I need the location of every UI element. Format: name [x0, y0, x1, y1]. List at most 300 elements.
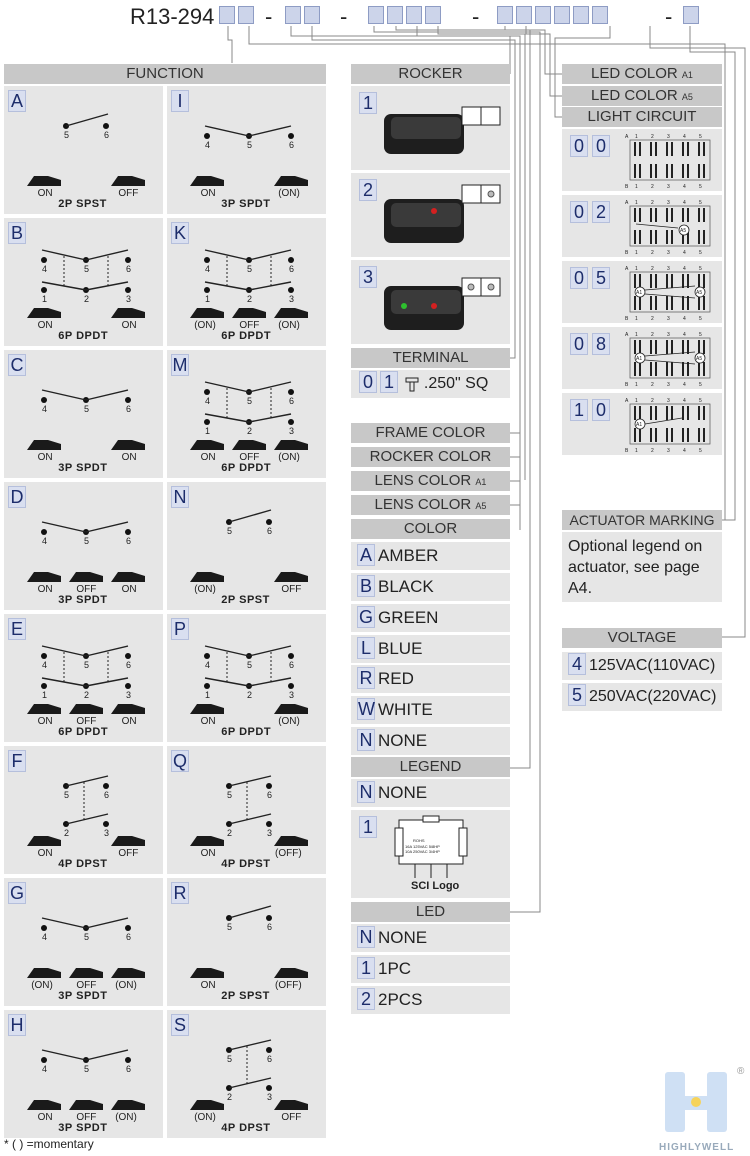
color-option-black[interactable]: B BLACK [351, 573, 510, 601]
pin-bar [639, 296, 641, 310]
state-label: ON [37, 716, 53, 727]
pin-label: 6 [267, 1054, 273, 1064]
switch-blade [42, 250, 86, 260]
function-option-h[interactable] [4, 1010, 163, 1138]
pin-bar [682, 296, 684, 310]
switch-schematic [4, 86, 163, 214]
pin-bar [671, 406, 673, 420]
switch-blade [86, 646, 128, 656]
terminal-pin [41, 529, 47, 535]
pin-label: 5 [227, 1054, 233, 1064]
pin-number: 5 [699, 134, 702, 140]
light-circuit-option-10[interactable] [562, 393, 722, 455]
function-letter: F [8, 750, 26, 772]
pin-bar [650, 340, 652, 354]
switch-blade [86, 918, 128, 928]
light-circuit-option-02[interactable] [562, 195, 722, 257]
function-option-g[interactable] [4, 878, 163, 1006]
terminal-pin [125, 1057, 131, 1063]
pin-bar [698, 362, 700, 376]
function-name: 6P DPDT [221, 330, 272, 342]
pin-number: 5 [699, 250, 702, 256]
function-name: 6P DPDT [58, 330, 109, 342]
state-label: ON [37, 320, 53, 331]
pin-bar [671, 230, 673, 244]
switch-schematic [167, 878, 326, 1006]
quick-connect-terminal-icon [405, 376, 419, 392]
led-option-1pc[interactable]: 1 1PC [351, 955, 510, 983]
pin-number: 2 [651, 398, 654, 404]
pin-label: 5 [84, 660, 90, 670]
color-option-white[interactable]: W WHITE [351, 696, 510, 724]
state-label: (ON) [31, 980, 53, 991]
terminal-pin [41, 925, 47, 931]
actuator-marking-note: Optional legend on actuator, see page A4. [562, 532, 722, 602]
code-dash-1: - [265, 4, 273, 29]
legend-logo-digit: 1 [359, 816, 377, 838]
circuit-diagram [622, 394, 722, 454]
light-circuit-option-05[interactable] [562, 261, 722, 323]
terminal-pin [266, 915, 272, 921]
rocker-icon [69, 968, 103, 978]
terminal-pin [288, 287, 294, 293]
function-letter: C [8, 354, 26, 376]
svg-text:ROHS: ROHS [413, 838, 425, 843]
rocker-option-2[interactable] [351, 173, 510, 257]
circuit-diagram [622, 196, 722, 256]
pin-label: 2 [227, 828, 233, 838]
switch-schematic [167, 218, 326, 346]
switch-blade [86, 282, 128, 290]
rocker-icon [190, 572, 224, 582]
rocker-icon [27, 704, 61, 714]
pin-label: 4 [42, 1064, 48, 1074]
pin-label: 6 [289, 660, 295, 670]
function-option-c[interactable] [4, 350, 163, 478]
pin-label: 5 [84, 536, 90, 546]
pin-bar [698, 230, 700, 244]
pin-bar [671, 164, 673, 178]
function-header: FUNCTION [4, 64, 326, 84]
function-option-b[interactable] [4, 218, 163, 346]
svg-text:16A 125VAC 5/8HP: 16A 125VAC 5/8HP [405, 844, 440, 849]
pin-number: 2 [651, 134, 654, 140]
switch-blade [86, 390, 128, 400]
pin-label: 3 [289, 426, 295, 436]
function-option-i[interactable] [167, 86, 326, 214]
pin-label: 1 [205, 426, 211, 436]
led-color-a5-header: LED COLOR A5 [562, 86, 722, 106]
rocker-icon [274, 1100, 308, 1110]
pin-number: 1 [635, 134, 638, 140]
rocker-icon [111, 968, 145, 978]
light-circuit-option-08[interactable] [562, 327, 722, 389]
row-b-label: B [625, 316, 629, 322]
pin-bar [671, 208, 673, 222]
pin-number: 2 [651, 250, 654, 256]
circuit-digit-1: 0 [570, 333, 588, 355]
pin-label: 6 [267, 526, 273, 536]
rocker-icon [190, 440, 224, 450]
function-name: 3P SPDT [58, 462, 108, 474]
rocker-digit-1: 1 [359, 92, 377, 114]
function-name: 4P DPST [221, 1122, 271, 1134]
pin-number: 2 [651, 382, 654, 388]
terminal-option[interactable] [351, 370, 510, 398]
pin-bar [655, 142, 657, 156]
pin-label: 6 [126, 660, 132, 670]
voltage-header: VOLTAGE [562, 628, 722, 648]
terminal-pin [266, 519, 272, 525]
pin-number: 1 [635, 184, 638, 190]
function-option-e[interactable] [4, 614, 163, 742]
pin-bar [634, 362, 636, 376]
pin-bar [698, 428, 700, 442]
terminal-pin [288, 419, 294, 425]
color-option-blue[interactable]: L BLUE [351, 635, 510, 663]
state-label: OFF [281, 1112, 302, 1123]
led-header: LED [351, 902, 510, 922]
terminal-pin [204, 389, 210, 395]
rocker-option-1[interactable] [351, 86, 510, 170]
function-name: 4P DPST [58, 858, 108, 870]
pin-label: 2 [247, 426, 253, 436]
pin-label: 4 [205, 396, 211, 406]
state-label: ON [37, 188, 53, 199]
pin-label: 6 [126, 404, 132, 414]
pin-bar [671, 362, 673, 376]
pin-bar [671, 428, 673, 442]
switch-schematic [167, 86, 326, 214]
state-label: ON [121, 452, 137, 463]
switch-blade [249, 414, 291, 422]
code-dash-2: - [340, 4, 348, 29]
pin-number: 2 [651, 184, 654, 190]
pin-bar [682, 142, 684, 156]
pin-label: 3 [289, 690, 295, 700]
pin-bar [655, 274, 657, 288]
function-option-p[interactable] [167, 614, 326, 742]
switch-schematic [4, 350, 163, 478]
function-option-f[interactable] [4, 746, 163, 874]
state-label: (OFF) [275, 848, 302, 859]
pin-bar [655, 406, 657, 420]
lamp-label: A1 [636, 422, 643, 428]
pin-bar [687, 142, 689, 156]
light-circuit-option-00[interactable] [562, 129, 722, 191]
pin-number: 2 [651, 200, 654, 206]
pin-label: 5 [227, 922, 233, 932]
circuit-digit-2: 0 [592, 399, 610, 421]
pin-label: 1 [42, 294, 48, 304]
terminal-digit-1: 0 [359, 371, 377, 393]
pin-bar [687, 208, 689, 222]
pin-label: 5 [247, 660, 253, 670]
rocker-1-image [379, 102, 509, 166]
function-letter: A [8, 90, 26, 112]
pin-number: 4 [683, 382, 686, 388]
light-circuit-header: LIGHT CIRCUIT [562, 107, 722, 127]
function-option-a[interactable] [4, 86, 163, 214]
circuit-digit-1: 0 [570, 201, 588, 223]
circuit-digit-1: 0 [570, 267, 588, 289]
pin-number: 5 [699, 200, 702, 206]
row-a-label: A [625, 134, 629, 140]
pin-bar [639, 164, 641, 178]
pin-bar [703, 274, 705, 288]
function-letter: E [8, 618, 26, 640]
frame-color-header: FRAME COLOR [351, 423, 510, 443]
pin-label: 6 [267, 790, 273, 800]
pin-number: 3 [667, 250, 670, 256]
terminal-pin [103, 821, 109, 827]
terminal-pin [204, 133, 210, 139]
pin-label: 5 [247, 264, 253, 274]
terminal-pin [266, 821, 272, 827]
switch-blade [205, 250, 249, 260]
pin-bar [687, 340, 689, 354]
function-name: 6P DPDT [221, 462, 272, 474]
rocker-icon [274, 176, 308, 186]
pin-number: 1 [635, 316, 638, 322]
state-label: ON [200, 848, 216, 859]
code-dash-3: - [472, 4, 480, 29]
function-option-r[interactable] [167, 878, 326, 1006]
switch-schematic [4, 482, 163, 610]
pin-bar [655, 230, 657, 244]
pin-number: 3 [667, 316, 670, 322]
terminal-pin [266, 783, 272, 789]
switch-blade [42, 646, 86, 656]
pin-label: 4 [205, 140, 211, 150]
switch-blade [86, 250, 128, 260]
function-name: 4P DPST [221, 858, 271, 870]
terminal-pin [41, 397, 47, 403]
pin-bar [666, 274, 668, 288]
color-option-none[interactable]: N NONE [351, 727, 510, 755]
voltage-option-250[interactable]: 5 250VAC(220VAC) [562, 683, 722, 711]
pin-label: 3 [104, 828, 110, 838]
pin-bar [634, 428, 636, 442]
rocker-icon [274, 572, 308, 582]
pin-label: 5 [247, 140, 253, 150]
function-letter: D [8, 486, 26, 508]
function-option-m[interactable] [167, 350, 326, 478]
function-option-s[interactable] [167, 1010, 326, 1138]
switch-schematic [167, 746, 326, 874]
state-label: ON [121, 584, 137, 595]
switch-blade [205, 126, 249, 136]
pin-label: 3 [289, 294, 295, 304]
terminal-pin [266, 1085, 272, 1091]
switch-blade [229, 814, 271, 824]
terminal-pin [103, 123, 109, 129]
pin-number: 5 [699, 316, 702, 322]
state-label: OFF [76, 716, 97, 727]
pin-number: 4 [683, 184, 686, 190]
switch-blade [66, 114, 108, 126]
switch-blade [249, 678, 291, 686]
pin-bar [666, 340, 668, 354]
pin-label: 3 [267, 828, 273, 838]
pin-number: 4 [683, 250, 686, 256]
function-letter: S [171, 1014, 189, 1036]
pin-bar [698, 406, 700, 420]
rocker-icon [274, 704, 308, 714]
function-name: 3P SPDT [58, 1122, 108, 1134]
state-label: (ON) [115, 980, 137, 991]
function-letter: G [9, 883, 24, 903]
pin-number: 2 [651, 266, 654, 272]
function-option-k[interactable] [167, 218, 326, 346]
switch-blade [249, 282, 291, 290]
pin-number: 3 [667, 382, 670, 388]
led-option-2pcs[interactable]: 2 2PCS [351, 986, 510, 1014]
switch-blade [42, 918, 86, 928]
pin-number: 4 [683, 316, 686, 322]
pin-number: 5 [699, 332, 702, 338]
rocker-digit-2: 2 [359, 179, 377, 201]
brand-name: HIGHLYWELL [659, 1142, 735, 1153]
pin-bar [634, 164, 636, 178]
pin-label: 3 [126, 690, 132, 700]
switch-schematic [4, 218, 163, 346]
terminal-pin [204, 257, 210, 263]
state-label: ON [121, 320, 137, 331]
pin-label: 1 [42, 690, 48, 700]
pin-label: 4 [42, 536, 48, 546]
function-option-q[interactable] [167, 746, 326, 874]
rocker-icon [27, 968, 61, 978]
function-option-d[interactable] [4, 482, 163, 610]
rocker-icon [190, 176, 224, 186]
circuit-digit-2: 0 [592, 135, 610, 157]
registered-mark: ® [737, 1066, 745, 1077]
terminal-pin [41, 683, 47, 689]
voltage-option-125[interactable]: 4 125VAC(110VAC) [562, 652, 722, 680]
row-a-label: A [625, 266, 629, 272]
pin-number: 3 [667, 134, 670, 140]
rocker-icon [69, 572, 103, 582]
pin-bar [634, 274, 636, 288]
pin-bar [634, 296, 636, 310]
pin-number: 5 [699, 184, 702, 190]
pin-bar [639, 142, 641, 156]
pin-bar [687, 428, 689, 442]
pin-bar [650, 208, 652, 222]
switch-schematic [167, 350, 326, 478]
pin-bar [687, 164, 689, 178]
rocker-icon [27, 308, 61, 318]
switch-blade [229, 906, 271, 918]
switch-schematic [167, 614, 326, 742]
terminal-pin [125, 287, 131, 293]
switch-schematic [167, 1010, 326, 1138]
pin-bar [682, 340, 684, 354]
pin-label: 6 [126, 1064, 132, 1074]
sci-logo-rocker-drawing [391, 814, 481, 880]
pin-label: 4 [205, 264, 211, 274]
pin-number: 5 [699, 382, 702, 388]
legend-option-logo[interactable] [351, 810, 510, 898]
legend-option-none[interactable]: N NONE [351, 779, 510, 807]
lamp-label: A5 [680, 228, 687, 234]
pin-number: 2 [651, 448, 654, 454]
pin-bar [703, 296, 705, 310]
function-name: 6P DPDT [58, 726, 109, 738]
switch-schematic [4, 614, 163, 742]
pin-bar [639, 406, 641, 420]
pin-bar [703, 164, 705, 178]
pin-bar [650, 428, 652, 442]
pin-bar [650, 296, 652, 310]
pin-label: 2 [227, 1092, 233, 1102]
pin-number: 1 [635, 266, 638, 272]
function-letter: K [171, 222, 189, 244]
switch-blade [205, 382, 249, 392]
legend-header: LEGEND [351, 757, 510, 777]
circuit-digit-2: 5 [592, 267, 610, 289]
lamp-label: A5 [696, 290, 703, 296]
state-label: OFF [118, 848, 139, 859]
color-option-red[interactable]: R RED [351, 665, 510, 693]
function-option-n[interactable] [167, 482, 326, 610]
rocker-icon [27, 836, 61, 846]
rocker-icon [274, 968, 308, 978]
color-option-amber[interactable]: A AMBER [351, 542, 510, 570]
state-label: ON [200, 188, 216, 199]
pin-bar [671, 274, 673, 288]
state-label: OFF [76, 980, 97, 991]
function-name: 6P DPDT [221, 726, 272, 738]
pin-label: 5 [227, 526, 233, 536]
function-name: 2P SPST [221, 990, 270, 1002]
pin-label: 6 [289, 264, 295, 274]
pin-bar [655, 296, 657, 310]
terminal-label: .250" SQ [423, 375, 489, 392]
led-option-none[interactable]: N NONE [351, 924, 510, 952]
code-dash-4: - [665, 4, 673, 29]
switch-blade [229, 1078, 271, 1088]
pin-bar [639, 208, 641, 222]
switch-blade [249, 250, 291, 260]
terminal-pin [204, 653, 210, 659]
pin-bar [639, 274, 641, 288]
switch-blade [42, 522, 86, 532]
state-label: ON [200, 980, 216, 991]
pin-number: 3 [667, 448, 670, 454]
light-circuit-list [562, 129, 722, 455]
pin-bar [666, 406, 668, 420]
rocker-icon [27, 572, 61, 582]
pin-bar [650, 230, 652, 244]
rocker-icon [111, 176, 145, 186]
color-option-green[interactable]: G GREEN [351, 604, 510, 632]
pin-label: 2 [247, 294, 253, 304]
pin-number: 3 [667, 398, 670, 404]
pin-label: 6 [126, 932, 132, 942]
pin-number: 4 [683, 398, 686, 404]
rocker-option-3[interactable] [351, 260, 510, 344]
function-name: 2P SPST [221, 594, 270, 606]
pin-label: 5 [64, 130, 70, 140]
pin-label: 3 [126, 294, 132, 304]
pin-label: 4 [205, 660, 211, 670]
pin-label: 5 [84, 264, 90, 274]
pin-label: 5 [84, 404, 90, 414]
pin-number: 3 [667, 332, 670, 338]
pin-number: 4 [683, 448, 686, 454]
